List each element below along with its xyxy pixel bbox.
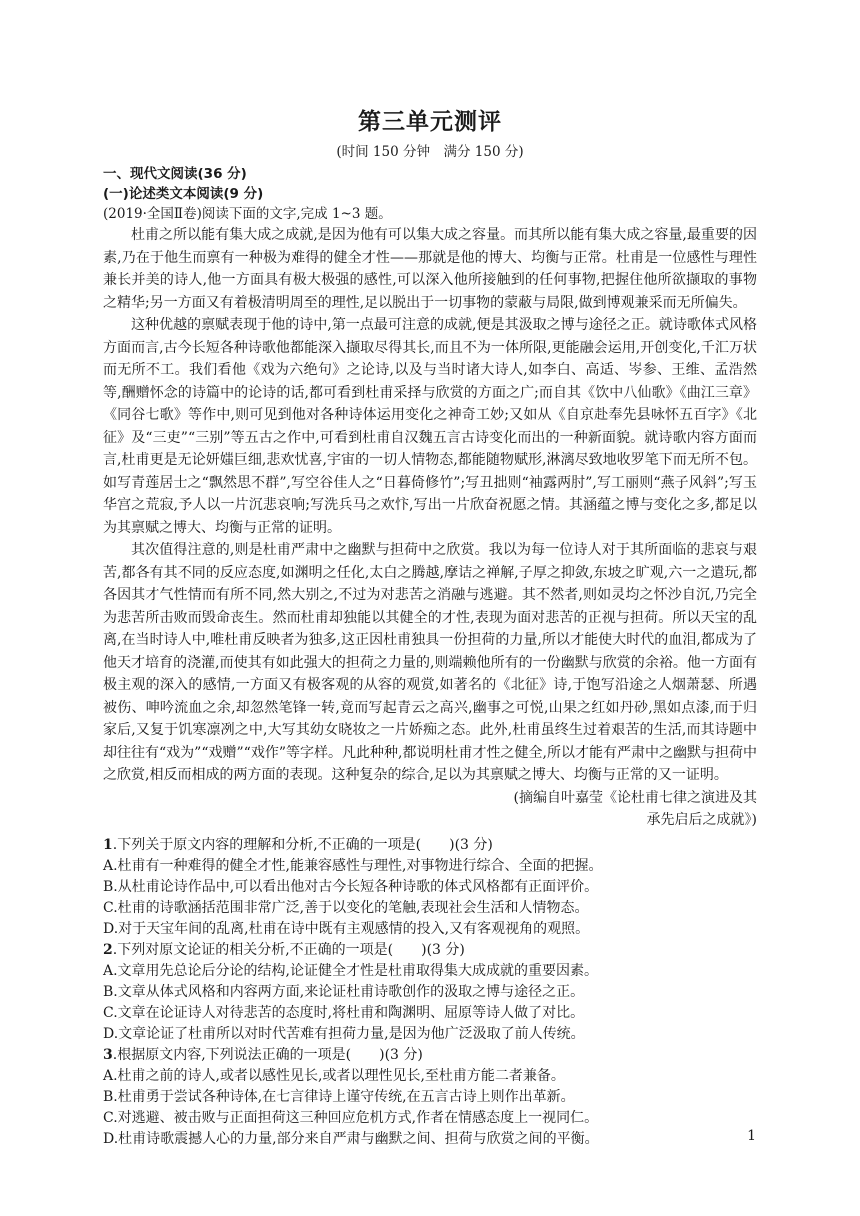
question-number: 2 bbox=[103, 941, 113, 958]
option-c: C.文章在论证诗人对待悲苦的态度时,将杜甫和陶渊明、屈原等诗人做了对比。 bbox=[103, 1004, 585, 1021]
option-c: C.对逃避、被击败与正面担荷这三种回应危机方式,作者在情感态度上一视同仁。 bbox=[103, 1109, 599, 1126]
option-c: C.杜甫的诗歌涵括范围非常广泛,善于以变化的笔触,表现社会生活和人情物态。 bbox=[103, 899, 589, 916]
question-stem: 1.下列关于原文内容的理解和分析,不正确的一项是( )(3 分) bbox=[103, 836, 493, 853]
source-citation bbox=[103, 787, 757, 832]
question-1 bbox=[103, 835, 757, 940]
subsection-heading: (一)论述类文本阅读(9 分) bbox=[103, 186, 264, 202]
question-2 bbox=[103, 940, 757, 1045]
passage-paragraph-3: 其次值得注意的,则是杜甫严肃中之幽默与担荷中之欣赏。我以为每一位诗人对于其所面临的悲哀与艰苦,都各有其不同的反应态度,如渊明之任化,太白之腾越,摩诘之禅解,子厚之抑敛,东坡之旷观,六一之遣玩,都各因其才气性情而有所不同,然大别之,不过为对悲苦之消融与逃避。其不然者,则如灵均之怀沙自沉,乃完全为悲苦所击败而毁命丧生。然而杜甫却独能以其健全的才性,表现为面对悲苦的正视与担荷。所以天宝的乱离,在当时诗人中,唯杜甫反映者为独多,这正因杜甫独具一份担荷的力量,所以才能使大时代的血泪,都成为了他天才培育的浇灌,而使其有如此强大的担荷之力量的,则端赖他所有的一份幽默与欣赏的余裕。他一方面有极主观的深入的感情,一方面又有极客观的从容的观赏,如著名的《北征》诗,于饱写沿途之人烟萧瑟、所遇被伤、呻吟流血之余,却忽然笔锋一转,竟而写起青云之高兴,幽事之可悦,山果之红如丹砂,黑如点漆,而于归家后,又复于饥寒凛冽之中,大写其幼女晓妆之一片娇痴之态。此外,杜甫虽终生过着艰苦的生活,而其诗题中却往往有“戏为”“戏赠”“戏作”等字样。凡此种种,都说明杜甫才性之健全,所以才能有严肃中之幽默与担荷中之欣赏,相反而相成的两方面的表现。这种复杂的综合,足以为其禀赋之博大、均衡与正常的又一证明。 bbox=[103, 542, 757, 783]
page-number: 1 bbox=[747, 1128, 756, 1144]
option-b: B.从杜甫论诗作品中,可以看出他对古今长短各种诗歌的体式风格都有正面评价。 bbox=[103, 878, 599, 895]
option-a: A.杜甫有一种难得的健全才性,能兼容感性与理性,对事物进行综合、全面的把握。 bbox=[103, 857, 603, 874]
source-citation-line-2: 承先启后之成就》) bbox=[646, 812, 757, 828]
option-d: D.杜甫诗歌震撼人心的力量,部分来自严肃与幽默之间、担荷与欣赏之间的平衡。 bbox=[103, 1130, 599, 1147]
question-stem: 2.下列对原文论证的相关分析,不正确的一项是( )(3 分) bbox=[103, 941, 465, 958]
page-content bbox=[103, 103, 757, 1150]
section-heading: 一、现代文阅读(36 分) bbox=[103, 166, 247, 182]
question-stem: 3.根据原文内容,下列说法正确的一项是( )(3 分) bbox=[103, 1046, 423, 1063]
page-title: 第三单元测评 bbox=[358, 109, 502, 135]
reading-instruction: (2019·全国Ⅱ卷)阅读下面的文字,完成 1~3 题。 bbox=[103, 206, 392, 222]
passage-paragraph-2: 这种优越的禀赋表现于他的诗中,第一点最可注意的成就,便是其汲取之博与途径之正。就诗歌体式风格方面而言,古今长短各种诗歌他都能深入撷取尽得其长,而且不为一体所限,更能融会运用,开创变化,千汇万状而无所不工。我们看他《戏为六绝句》之论诗,以及与当时诸大诗人,如李白、高适、岑参、王维、孟浩然等,酬赠怀念的诗篇中的论诗的话,都可看到杜甫采择与欣赏的方面之广;而自其《饮中八仙歌》《曲江三章》《同谷七歌》等作中,则可见到他对各种诗体运用变化之神奇工妙;又如从《自京赴奉先县咏怀五百字》《北征》及“三吏”“三别”等五古之作中,可看到杜甫自汉魏五言古诗变化而出的一种新面貌。就诗歌内容方面而言,杜甫更是无论妍媸巨细,悲欢忧喜,宇宙的一切人情物态,都能随物赋形,淋漓尽致地收罗笔下而无所不包。如写青莲居士之“飘然思不群”,写空谷佳人之“日暮倚修竹”;写丑拙则“袖露两肘”,写工丽则“燕子风斜”;写玉华宫之荒寂,予人以一片沉悲哀响;写洗兵马之欢忭,写出一片欣奋祝愿之情。其涵蕴之博与变化之多,都足以为其禀赋之博大、均衡与正常的证明。 bbox=[103, 317, 757, 536]
option-d: D.对于天宝年间的乱离,杜甫在诗中既有主观感情的投入,又有客观视角的观照。 bbox=[103, 920, 590, 937]
question-3 bbox=[103, 1045, 757, 1150]
option-a: A.文章用先总论后分论的结构,论证健全才性是杜甫取得集大成成就的重要因素。 bbox=[103, 962, 599, 979]
question-number: 3 bbox=[103, 1046, 113, 1063]
option-d: D.文章论证了杜甫所以对时代苦难有担荷力量,是因为他广泛汲取了前人传统。 bbox=[103, 1025, 585, 1042]
option-b: B.文章从体式风格和内容两方面,来论证杜甫诗歌创作的汲取之博与途径之正。 bbox=[103, 983, 585, 1000]
source-citation-line-1: (摘编自叶嘉莹《论杜甫七律之演进及其 bbox=[513, 789, 757, 806]
time-and-score: (时间 150 分钟 满分 150 分) bbox=[336, 144, 524, 160]
option-b: B.杜甫勇于尝试各种诗体,在七言律诗上谨守传统,在五言古诗上则作出革新。 bbox=[103, 1088, 575, 1105]
question-number: 1 bbox=[103, 836, 113, 853]
passage-paragraph-1: 杜甫之所以能有集大成之成就,是因为他有可以集大成之容量。而其所以能有集大成之容量,最重要的因素,乃在于他生而禀有一种极为难得的健全才性——那就是他的博大、均衡与正常。杜甫是一位感性与理性兼长并美的诗人,他一方面具有极大极强的感性,可以深入他所接触到的任何事物,把握住他所欲撷取的事物之精华;另一方面又有着极清明周至的理性,足以脱出于一切事物的蒙蔽与局限,做到博观兼采而无所偏失。 bbox=[103, 227, 757, 311]
option-a: A.杜甫之前的诗人,或者以感性见长,或者以理性见长,至杜甫方能二者兼备。 bbox=[103, 1067, 565, 1084]
